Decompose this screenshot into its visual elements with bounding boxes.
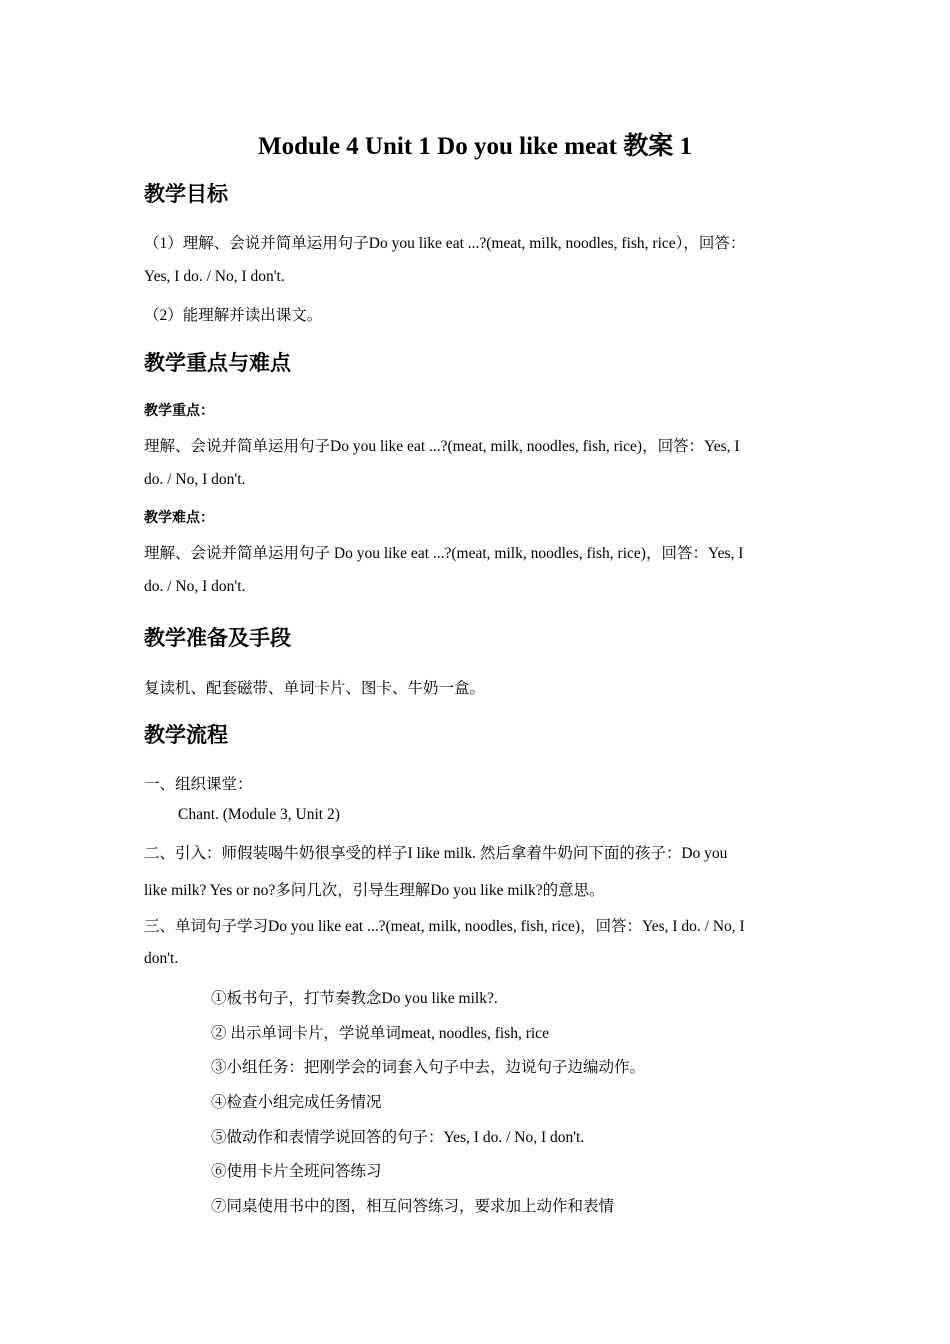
process-step-3-line-2: don't. [144,950,179,967]
difficult-point-line-2: do. / No, I don't. [144,578,246,595]
substep-3: ③小组任务：把刚学会的词套入句子中去，边说句子边编动作。 [211,1059,646,1076]
process-step-2-line-1: 二、引入：师假装喝牛奶很享受的样子I like milk. 然后拿着牛奶问下面的孩子：Do you [144,845,728,862]
heading-key-points: 教学重点与难点 [144,351,291,375]
difficult-point-label: 教学难点： [144,510,214,526]
objective-1-continued: Yes, I do. / No, I don't. [144,268,285,285]
substep-5: ⑤做动作和表情学说回答的句子：Yes, I do. / No, I don't. [211,1129,585,1146]
substep-2: ② 出示单词卡片，学说单词meat, noodles, fish, rice [211,1025,549,1042]
substep-1: ①板书句子，打节奏教念Do you like milk?. [211,990,498,1007]
process-step-1-detail: Chant. (Module 3, Unit 2) [178,806,340,823]
substep-4: ④检查小组完成任务情况 [211,1094,382,1111]
substep-7: ⑦同桌使用书中的图，相互问答练习，要求加上动作和表情 [211,1198,615,1215]
process-step-3-line-1: 三、单词句子学习Do you like eat ...?(meat, milk, noodles, fish, rice)，回答：Yes, I do. / No, I [144,918,745,935]
document-title: Module 4 Unit 1 Do you like meat 教案 1 [257,133,693,160]
objective-2: （2）能理解并读出课文。 [144,307,323,324]
objective-1: （1）理解、会说并简单运用句子Do you like eat ...?(meat, milk, noodles, fish, rice），回答： [144,235,746,252]
heading-preparation: 教学准备及手段 [144,626,291,650]
process-step-1: 一、组织课堂： [144,776,253,793]
heading-objectives: 教学目标 [144,182,228,206]
key-point-label: 教学重点： [144,403,214,419]
heading-process: 教学流程 [144,723,228,747]
key-point-line-1: 理解、会说并简单运用句子Do you like eat ...?(meat, milk, noodles, fish, rice)，回答：Yes, I [144,438,740,455]
process-step-2-line-2: like milk? Yes or no?多问几次，引导生理解Do you like milk?的意思。 [144,882,605,899]
difficult-point-line-1: 理解、会说并简单运用句子 Do you like eat ...?(meat, milk, noodles, fish, rice)，回答：Yes, I [144,545,744,562]
substep-6: ⑥使用卡片全班问答练习 [211,1163,382,1180]
preparation-line: 复读机、配套磁带、单词卡片、图卡、牛奶一盒。 [144,680,486,697]
key-point-line-2: do. / No, I don't. [144,471,246,488]
